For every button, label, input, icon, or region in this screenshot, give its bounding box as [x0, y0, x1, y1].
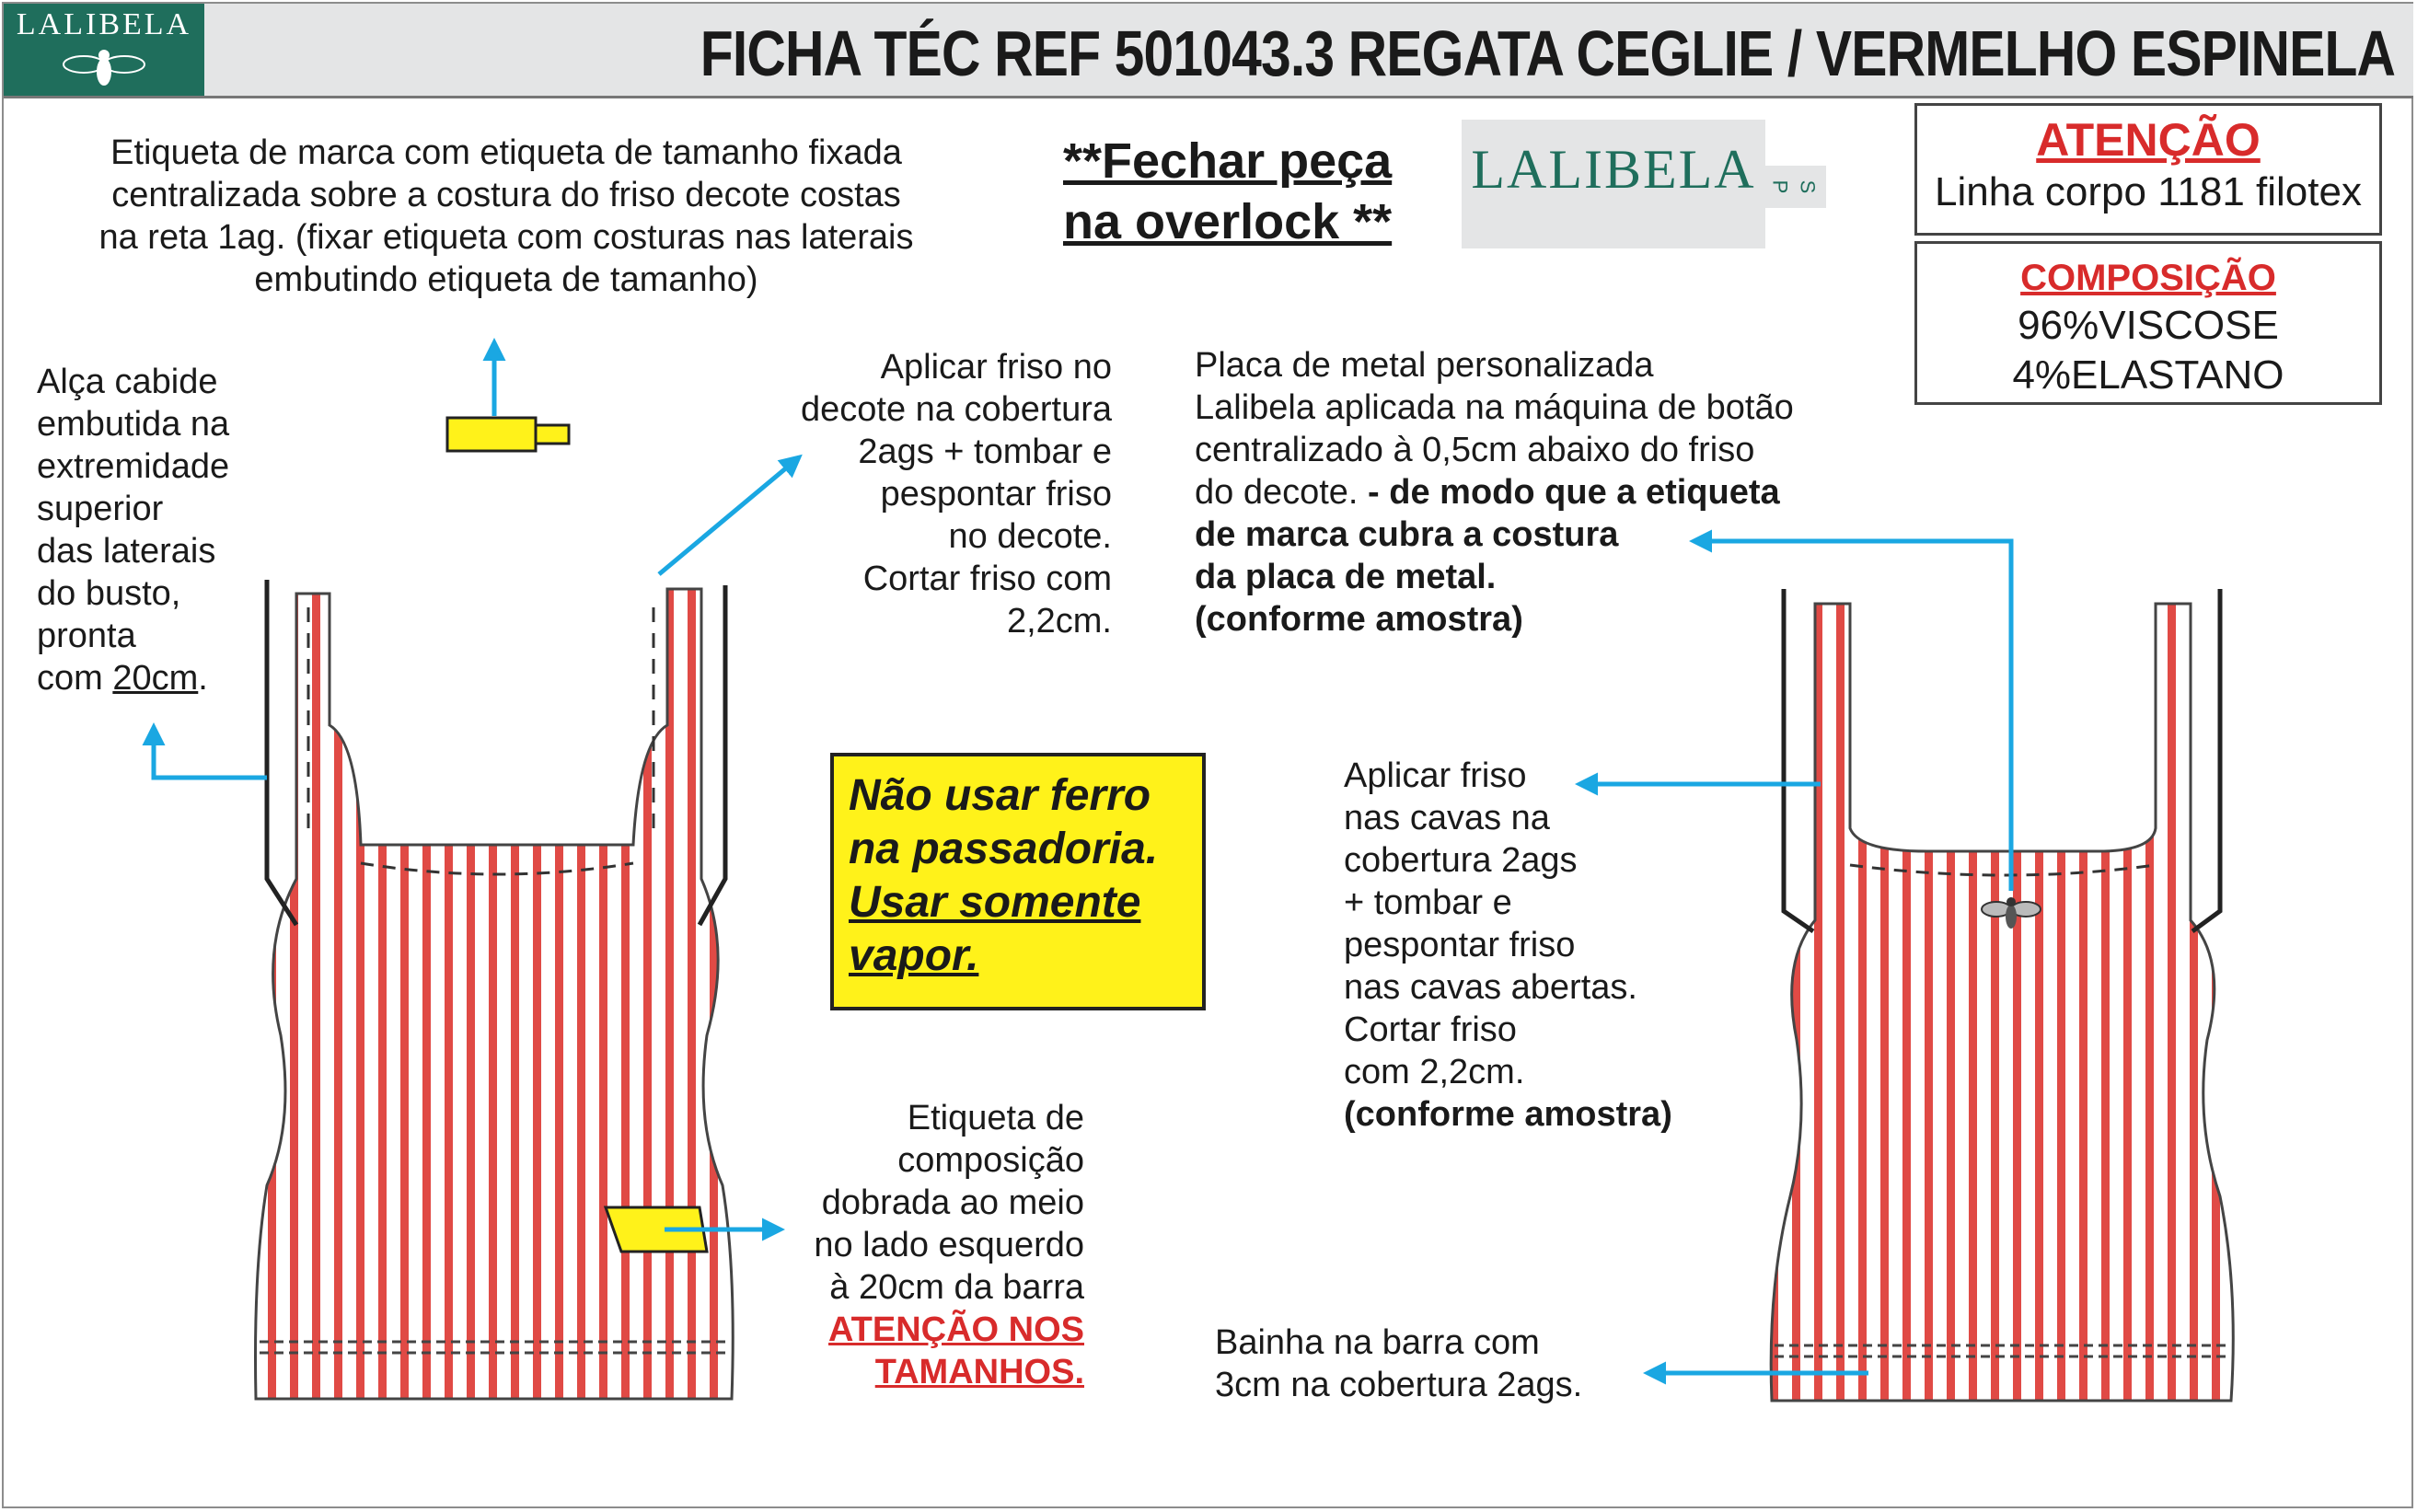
back-body — [1771, 604, 2233, 1401]
hanger-strap-line: pronta — [37, 617, 136, 655]
armhole-note — [1344, 755, 1672, 1136]
page-title: FICHA TÉC REF 501043.3 REGATA CEGLIE / VERMELHO ESPINELA — [700, 17, 2395, 89]
overlock-note-line-1: **Fechar peça — [1063, 133, 1393, 189]
composition-box — [1914, 241, 2382, 405]
hanger-strap-line: superior — [37, 490, 164, 528]
size-label — [447, 418, 536, 451]
armhole-note-bold: (conforme amostra) — [1344, 1095, 1672, 1134]
iron-warning-box — [830, 753, 1206, 1010]
metal-plate-note-text: Placa de metal personalizada Lalibela aplicada na máquina de botão centralizado à 0,5cm abaixo do friso do decote. — [1195, 346, 1794, 512]
logo-wordmark: LALIBELA — [1471, 139, 1756, 200]
composition-line-2: 4%ELASTANO — [2012, 352, 2284, 398]
front-body — [256, 589, 734, 1399]
overlock-note — [1063, 131, 1392, 252]
hanger-strap-line: embutida na — [37, 405, 230, 444]
hem-note: Bainha na barra com 3cm na cobertura 2ags. — [1215, 1323, 1583, 1404]
attention-text: Linha corpo 1181 filotex — [1935, 169, 2362, 214]
lalibela-logo-panel — [1462, 120, 1765, 248]
hanger-strap-measure-line — [37, 657, 229, 699]
hanger-strap-prefix: com — [37, 659, 113, 698]
arrow-hanger-strap — [154, 727, 267, 778]
back-strap-right-hanger — [2192, 589, 2220, 931]
back-view-garment — [1771, 589, 2233, 1401]
composition-label-note-text: Etiqueta de composição dobrada ao meio no lado esquerdo à 20cm da barra — [814, 1099, 1084, 1307]
size-tab-ps — [1764, 166, 1826, 208]
iron-warning-line-4: vapor. — [849, 931, 979, 980]
composition-label-note — [700, 1097, 1084, 1393]
hanger-strap-line: das laterais — [37, 532, 216, 571]
composition-heading: COMPOSIÇÃO — [2020, 258, 2276, 298]
overlock-note-line-2: na overlock ** — [1063, 194, 1393, 249]
hanger-strap-suffix: . — [198, 659, 208, 698]
neckline-note: Aplicar friso no decote na cobertura 2ags + tombar e pespontar friso no decote. Cortar friso com 2,2cm. — [800, 348, 1112, 641]
attention-box — [1914, 103, 2382, 236]
attention-heading: ATENÇÃO — [2036, 114, 2261, 166]
metal-plate-note — [1195, 344, 1794, 641]
front-strap-left-hanger — [267, 580, 296, 925]
hanger-strap-line: extremidade — [37, 447, 230, 486]
brand-wordmark: LALIBELA — [16, 7, 192, 41]
iron-warning-line-2: na passadoria. — [849, 825, 1159, 873]
metal-plate-note-bold: - de modo que a etiqueta de marca cubra a costura da placa de metal. (conforme amostra) — [1195, 473, 1780, 639]
composition-line-1: 96%VISCOSE — [2018, 303, 2279, 348]
tab-letter-s: S — [1796, 179, 1820, 194]
tab-letter-p: P — [1768, 179, 1792, 194]
composition-size-warning-2: TAMANHOS. — [874, 1353, 1084, 1391]
hanger-strap-line: do busto, — [37, 574, 181, 613]
front-view-garment — [256, 418, 734, 1399]
hanger-strap-line: Alça cabide — [37, 363, 218, 401]
hanger-strap-measure: 20cm — [112, 659, 199, 698]
hanger-strap-note — [37, 361, 229, 699]
composition-size-warning-1: ATENÇÃO NOS — [828, 1310, 1084, 1349]
iron-warning-line-1: Não usar ferro — [849, 771, 1151, 820]
iron-warning-line-3: Usar somente — [849, 878, 1141, 927]
armhole-note-text: Aplicar friso nas cavas na cobertura 2ags + tombar e pespontar friso nas cavas abertas. Cortar friso com 2,2cm. — [1344, 756, 1637, 1091]
brand-label-note: Etiqueta de marca com etiqueta de tamanho fixada centralizada sobre a costura do friso decote costas na reta 1ag. (fixar etiqueta com costuras nas laterais embutindo etiqueta de tamanho) — [98, 133, 914, 299]
